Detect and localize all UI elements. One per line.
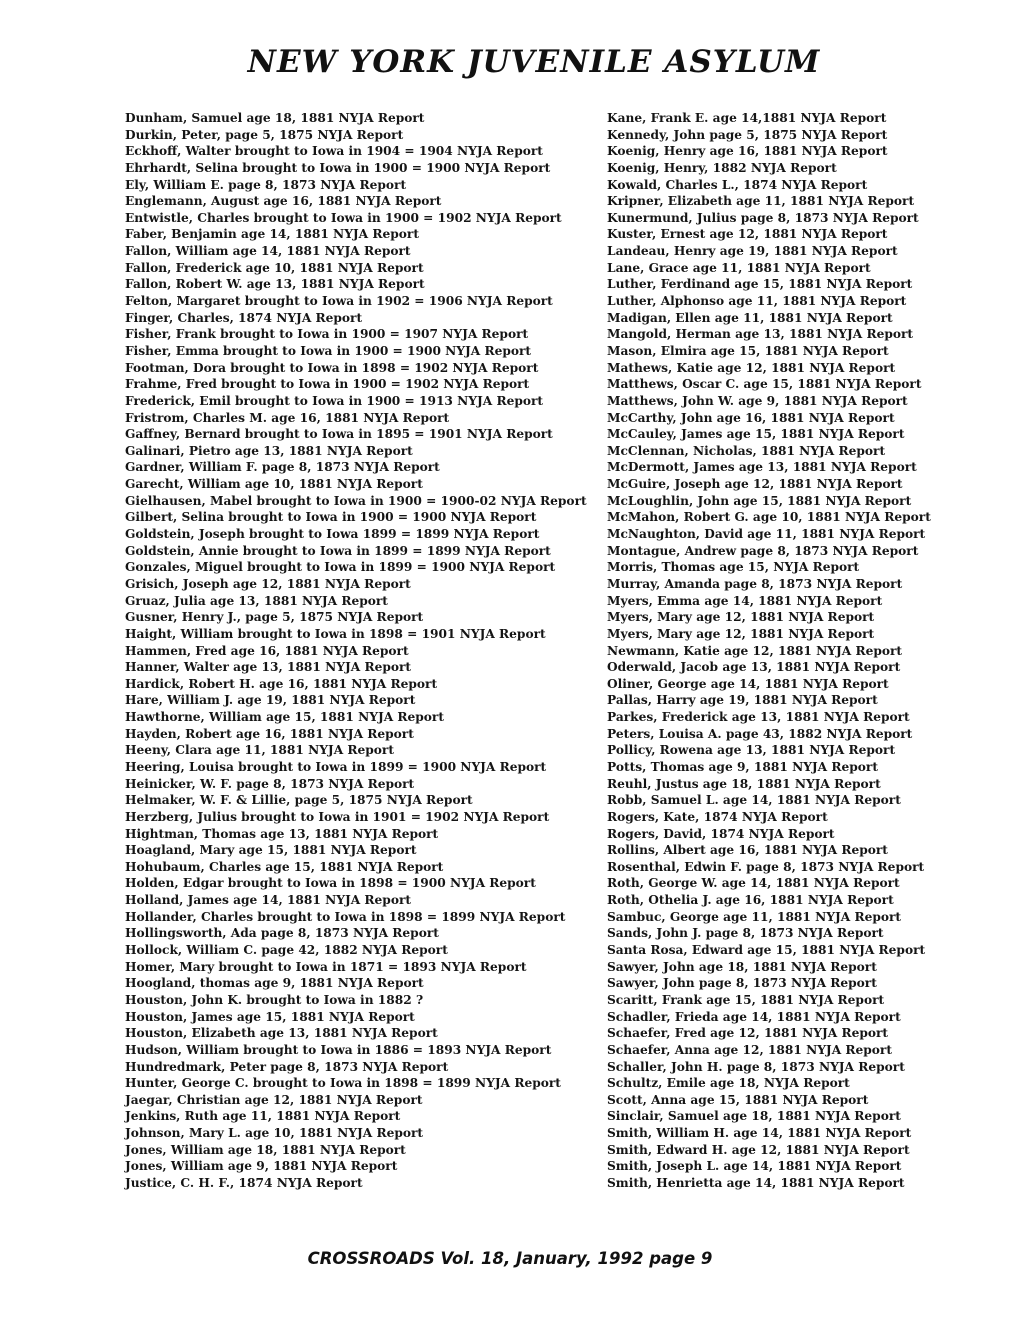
list-item: Fristrom, Charles M. age 16, 1881 NYJA Report — [125, 410, 450, 425]
list-item: Johnson, Mary L. age 10, 1881 NYJA Report — [125, 1126, 424, 1141]
list-item: Hudson, William brought to Iowa in 1886 = 1893 NYJA Report — [125, 1042, 552, 1057]
list-item: Hoagland, Mary age 15, 1881 NYJA Report — [125, 843, 417, 858]
list-item: Hollock, William C. page 42, 1882 NYJA Report — [125, 943, 448, 958]
list-item: Felton, Margaret brought to Iowa in 1902 = 1906 NYJA Report — [125, 294, 553, 309]
list-item: Heering, Louisa brought to Iowa in 1899 = 1900 NYJA Report — [125, 759, 547, 774]
list-item: Herzberg, Julius brought to Iowa in 1901 = 1902 NYJA Report — [125, 809, 550, 824]
list-item: Kennedy, John page 5, 1875 NYJA Report — [607, 127, 888, 142]
list-item: Heinicker, W. F. page 8, 1873 NYJA Report — [125, 776, 415, 791]
list-item: Gonzales, Miguel brought to Iowa in 1899 = 1900 NYJA Report — [125, 560, 556, 575]
list-item: Madigan, Ellen age 11, 1881 NYJA Report — [607, 310, 893, 325]
list-item: Garecht, William age 10, 1881 NYJA Report — [125, 477, 423, 492]
list-item: Galinari, Pietro age 13, 1881 NYJA Report — [125, 443, 413, 458]
list-item: Rosenthal, Edwin F. page 8, 1873 NYJA Report — [607, 859, 925, 874]
list-item: Ehrhardt, Selina brought to Iowa in 1900 = 1900 NYJA Report — [125, 160, 551, 175]
list-item: Koenig, Henry, 1882 NYJA Report — [607, 160, 837, 175]
list-item: Myers, Emma age 14, 1881 NYJA Report — [607, 593, 883, 608]
list-item: Pallas, Harry age 19, 1881 NYJA Report — [607, 693, 878, 708]
list-item: Rogers, Kate, 1874 NYJA Report — [607, 809, 828, 824]
list-item: McClennan, Nicholas, 1881 NYJA Report — [607, 443, 886, 458]
list-item: Faber, Benjamin age 14, 1881 NYJA Report — [125, 227, 419, 242]
list-item: Helmaker, W. F. & Lillie, page 5, 1875 NYJA Report — [125, 793, 473, 808]
list-item: Fisher, Frank brought to Iowa in 1900 = 1907 NYJA Report — [125, 327, 529, 342]
list-item: Jones, William age 9, 1881 NYJA Report — [125, 1159, 398, 1174]
list-item: Scott, Anna age 15, 1881 NYJA Report — [607, 1092, 869, 1107]
list-item: Potts, Thomas age 9, 1881 NYJA Report — [607, 759, 878, 774]
list-item: Homer, Mary brought to Iowa in 1871 = 1893 NYJA Report — [125, 959, 527, 974]
list-item: Schultz, Emile age 18, NYJA Report — [607, 1076, 850, 1091]
list-item: Sawyer, John age 18, 1881 NYJA Report — [607, 959, 877, 974]
list-item: Hanner, Walter age 13, 1881 NYJA Report — [125, 660, 412, 675]
list-item: Fisher, Emma brought to Iowa in 1900 = 1900 NYJA Report — [125, 343, 532, 358]
list-item: Mathews, Katie age 12, 1881 NYJA Report — [607, 360, 896, 375]
list-item: McCauley, James age 15, 1881 NYJA Report — [607, 427, 905, 442]
list-item: Mason, Elmira age 15, 1881 NYJA Report — [607, 343, 889, 358]
list-item: Newmann, Katie age 12, 1881 NYJA Report — [607, 643, 903, 658]
list-item: McDermott, James age 13, 1881 NYJA Report — [607, 460, 917, 475]
list-item: Gusner, Henry J., page 5, 1875 NYJA Report — [125, 610, 424, 625]
list-item: Sawyer, John page 8, 1873 NYJA Report — [607, 976, 877, 991]
list-item: Jenkins, Ruth age 11, 1881 NYJA Report — [125, 1109, 401, 1124]
list-item: Finger, Charles, 1874 NYJA Report — [125, 310, 363, 325]
list-item: Myers, Mary age 12, 1881 NYJA Report — [607, 626, 875, 641]
list-item: Gilbert, Selina brought to Iowa in 1900 = 1900 NYJA Report — [125, 510, 537, 525]
list-item: Landeau, Henry age 19, 1881 NYJA Report — [607, 244, 898, 259]
list-item: Ely, William E. page 8, 1873 NYJA Report — [125, 177, 407, 192]
list-item: Roth, George W. age 14, 1881 NYJA Report — [607, 876, 900, 891]
list-item: Grisich, Joseph age 12, 1881 NYJA Report — [125, 576, 411, 591]
list-item: McGuire, Joseph age 12, 1881 NYJA Report — [607, 477, 903, 492]
entry-list-left — [125, 110, 600, 1192]
list-item: Durkin, Peter, page 5, 1875 NYJA Report — [125, 127, 404, 142]
list-item: Smith, Henrietta age 14, 1881 NYJA Report — [607, 1176, 905, 1190]
list-item: Matthews, John W. age 9, 1881 NYJA Report — [607, 393, 908, 408]
list-item: McLoughlin, John age 15, 1881 NYJA Report — [607, 493, 912, 508]
list-item: Hammen, Fred age 16, 1881 NYJA Report — [125, 643, 409, 658]
list-item: Schadler, Frieda age 14, 1881 NYJA Report — [607, 1009, 901, 1024]
list-item: Hundredmark, Peter page 8, 1873 NYJA Report — [125, 1059, 449, 1074]
list-item: Pollicy, Rowena age 13, 1881 NYJA Report — [607, 743, 896, 758]
list-item: Oderwald, Jacob age 13, 1881 NYJA Report — [607, 660, 901, 675]
list-item: Frahme, Fred brought to Iowa in 1900 = 1902 NYJA Report — [125, 377, 530, 392]
list-item: Schaefer, Fred age 12, 1881 NYJA Report — [607, 1026, 889, 1041]
list-item: Peters, Louisa A. page 43, 1882 NYJA Report — [607, 726, 913, 741]
list-item: Footman, Dora brought to Iowa in 1898 = 1902 NYJA Report — [125, 360, 539, 375]
list-item: Hoogland, thomas age 9, 1881 NYJA Report — [125, 976, 424, 991]
list-item: Fallon, Frederick age 10, 1881 NYJA Report — [125, 260, 424, 275]
list-item: Hohubaum, Charles age 15, 1881 NYJA Report — [125, 859, 444, 874]
list-item: Houston, Elizabeth age 13, 1881 NYJA Report — [125, 1026, 438, 1041]
list-item: Schaller, John H. page 8, 1873 NYJA Report — [607, 1059, 905, 1074]
list-item: Parkes, Frederick age 13, 1881 NYJA Report — [607, 710, 910, 725]
list-item: Scaritt, Frank age 15, 1881 NYJA Report — [607, 992, 885, 1007]
list-item: Schaefer, Anna age 12, 1881 NYJA Report — [607, 1042, 892, 1057]
list-item: Luther, Alphonso age 11, 1881 NYJA Report — [607, 294, 907, 309]
list-item: Haight, William brought to Iowa in 1898 = 1901 NYJA Report — [125, 626, 546, 641]
list-item: Kane, Frank E. age 14,1881 NYJA Report — [607, 111, 887, 125]
list-item: Morris, Thomas age 15, NYJA Report — [607, 560, 860, 575]
list-item: Jaegar, Christian age 12, 1881 NYJA Report — [125, 1092, 423, 1107]
list-item: Holland, James age 14, 1881 NYJA Report — [125, 893, 412, 908]
list-item: Hawthorne, William age 15, 1881 NYJA Report — [125, 710, 444, 725]
list-item: Lane, Grace age 11, 1881 NYJA Report — [607, 260, 871, 275]
list-item: Roth, Othelia J. age 16, 1881 NYJA Report — [607, 893, 894, 908]
list-item: Hayden, Robert age 16, 1881 NYJA Report — [125, 726, 414, 741]
list-item: Entwistle, Charles brought to Iowa in 1900 = 1902 NYJA Report — [125, 210, 562, 225]
list-item: Luther, Ferdinand age 15, 1881 NYJA Report — [607, 277, 913, 292]
entry-list-right — [607, 110, 1007, 1192]
list-item: Fallon, Robert W. age 13, 1881 NYJA Report — [125, 277, 425, 292]
list-item: Goldstein, Joseph brought to Iowa 1899 = 1899 NYJA Report — [125, 527, 540, 542]
list-item: Smith, William H. age 14, 1881 NYJA Report — [607, 1126, 912, 1141]
list-item: Dunham, Samuel age 18, 1881 NYJA Report — [125, 111, 425, 125]
list-item: Oliner, George age 14, 1881 NYJA Report — [607, 676, 889, 691]
list-item: Hollander, Charles brought to Iowa in 1898 = 1899 NYJA Report — [125, 909, 566, 924]
list-item: McCarthy, John age 16, 1881 NYJA Report — [607, 410, 895, 425]
list-item: Hardick, Robert H. age 16, 1881 NYJA Report — [125, 676, 438, 691]
list-item: Gielhausen, Mabel brought to Iowa in 1900 = 1900-02 NYJA Report — [125, 493, 587, 508]
list-item: Matthews, Oscar C. age 15, 1881 NYJA Report — [607, 377, 922, 392]
list-item: Holden, Edgar brought to Iowa in 1898 = 1900 NYJA Report — [125, 876, 536, 891]
list-item: Reuhl, Justus age 18, 1881 NYJA Report — [607, 776, 881, 791]
list-item: Montague, Andrew page 8, 1873 NYJA Report — [607, 543, 919, 558]
list-item: Koenig, Henry age 16, 1881 NYJA Report — [607, 144, 888, 159]
list-item: Santa Rosa, Edward age 15, 1881 NYJA Report — [607, 943, 926, 958]
list-item: Hare, William J. age 19, 1881 NYJA Report — [125, 693, 416, 708]
list-item: Smith, Edward H. age 12, 1881 NYJA Report — [607, 1142, 910, 1157]
list-item: Rogers, David, 1874 NYJA Report — [607, 826, 835, 841]
list-item: Houston, James age 15, 1881 NYJA Report — [125, 1009, 415, 1024]
list-item: Gaffney, Bernard brought to Iowa in 1895 = 1901 NYJA Report — [125, 427, 553, 442]
list-item: Heeny, Clara age 11, 1881 NYJA Report — [125, 743, 394, 758]
list-item: Sands, John J. page 8, 1873 NYJA Report — [607, 926, 884, 941]
list-item: Kuster, Ernest age 12, 1881 NYJA Report — [607, 227, 888, 242]
list-item: Hunter, George C. brought to Iowa in 1898 = 1899 NYJA Report — [125, 1076, 561, 1091]
list-item: Robb, Samuel L. age 14, 1881 NYJA Report — [607, 793, 901, 808]
list-item: Kripner, Elizabeth age 11, 1881 NYJA Report — [607, 194, 915, 209]
list-item: Fallon, William age 14, 1881 NYJA Report — [125, 244, 411, 259]
list-item: Hollingsworth, Ada page 8, 1873 NYJA Report — [125, 926, 439, 941]
page-title: NEW YORK JUVENILE ASYLUM — [247, 44, 821, 80]
list-item: Hightman, Thomas age 13, 1881 NYJA Report — [125, 826, 439, 841]
list-item: McNaughton, David age 11, 1881 NYJA Report — [607, 527, 926, 542]
list-item: Mangold, Herman age 13, 1881 NYJA Report — [607, 327, 914, 342]
list-item: Justice, C. H. F., 1874 NYJA Report — [125, 1176, 363, 1190]
list-item: Kowald, Charles L., 1874 NYJA Report — [607, 177, 868, 192]
list-item: McMahon, Robert G. age 10, 1881 NYJA Report — [607, 510, 931, 525]
list-item: Rollins, Albert age 16, 1881 NYJA Report — [607, 843, 888, 858]
page-footer: CROSSROADS Vol. 18, January, 1992 page 9 — [307, 1249, 713, 1268]
list-item: Englemann, August age 16, 1881 NYJA Report — [125, 194, 442, 209]
list-item: Frederick, Emil brought to Iowa in 1900 = 1913 NYJA Report — [125, 393, 544, 408]
list-item: Myers, Mary age 12, 1881 NYJA Report — [607, 610, 875, 625]
list-item: Gruaz, Julia age 13, 1881 NYJA Report — [125, 593, 388, 608]
list-item: Gardner, William F. page 8, 1873 NYJA Report — [125, 460, 440, 475]
list-item: Houston, John K. brought to Iowa in 1882 ? — [125, 992, 424, 1007]
list-item: Goldstein, Annie brought to Iowa in 1899 = 1899 NYJA Report — [125, 543, 551, 558]
list-item: Smith, Joseph L. age 14, 1881 NYJA Report — [607, 1159, 902, 1174]
list-item: Sinclair, Samuel age 18, 1881 NYJA Report — [607, 1109, 901, 1124]
list-item: Jones, William age 18, 1881 NYJA Report — [125, 1142, 406, 1157]
list-item: Eckhoff, Walter brought to Iowa in 1904 = 1904 NYJA Report — [125, 144, 543, 159]
list-item: Kunermund, Julius page 8, 1873 NYJA Report — [607, 210, 919, 225]
list-item: Murray, Amanda page 8, 1873 NYJA Report — [607, 576, 903, 591]
list-item: Sambuc, George age 11, 1881 NYJA Report — [607, 909, 902, 924]
